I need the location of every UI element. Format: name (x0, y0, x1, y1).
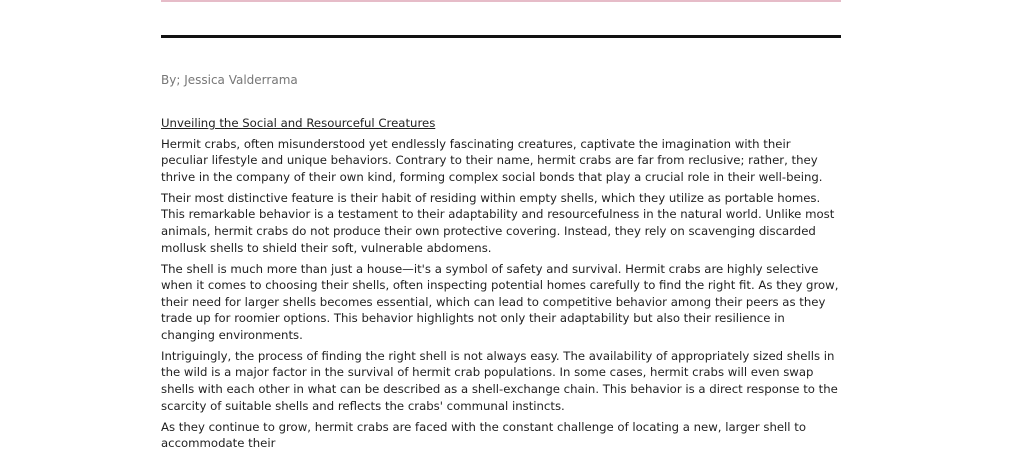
header-divider (161, 35, 841, 38)
article-subheading: Unveiling the Social and Resourceful Creatures (161, 116, 436, 130)
author-byline: By; Jessica Valderrama (161, 73, 298, 87)
top-accent-divider (161, 0, 841, 2)
article-paragraph: Intriguingly, the process of finding the right shell is not always easy. The availability of appropriately sized shells in the wild is a major factor in the survival of hermit crab populations. In some cases, hermit crabs will even swap shells with each other in what can be described as a shell-exchange chain. This behavior is a direct response to the scarcity of suitable shells and reflects the crabs' communal instincts. (161, 348, 838, 413)
article-body (161, 115, 841, 456)
article-paragraph: Hermit crabs, often misunderstood yet endlessly fascinating creatures, captivate the imagination with their peculiar lifestyle and unique behaviors. Contrary to their name, hermit crabs are far from reclusive; rather, they thrive in the company of their own kind, forming complex social bonds that play a crucial role in their well-being. (161, 136, 823, 184)
article-paragraph: As they continue to grow, hermit crabs are faced with the constant challenge of locating a new, larger shell to accommodate their (161, 419, 806, 451)
article-paragraph: The shell is much more than just a house—it's a symbol of safety and survival. Hermit crabs are highly selective when it comes to choosing their shells, often inspecting potential homes carefully to find the right fit. As they grow, their need for larger shells becomes essential, which can lead to competitive behavior among their peers as they trade up for roomier options. This behavior highlights not only their adaptability but also their resilience in changing environments. (161, 261, 839, 342)
article-paragraph: Their most distinctive feature is their habit of residing within empty shells, which they utilize as portable homes. This remarkable behavior is a testament to their adaptability and resourcefulness in the natural world. Unlike most animals, hermit crabs do not produce their own protective covering. Instead, they rely on scavenging discarded mollusk shells to shield their soft, vulnerable abdomens. (161, 190, 835, 255)
